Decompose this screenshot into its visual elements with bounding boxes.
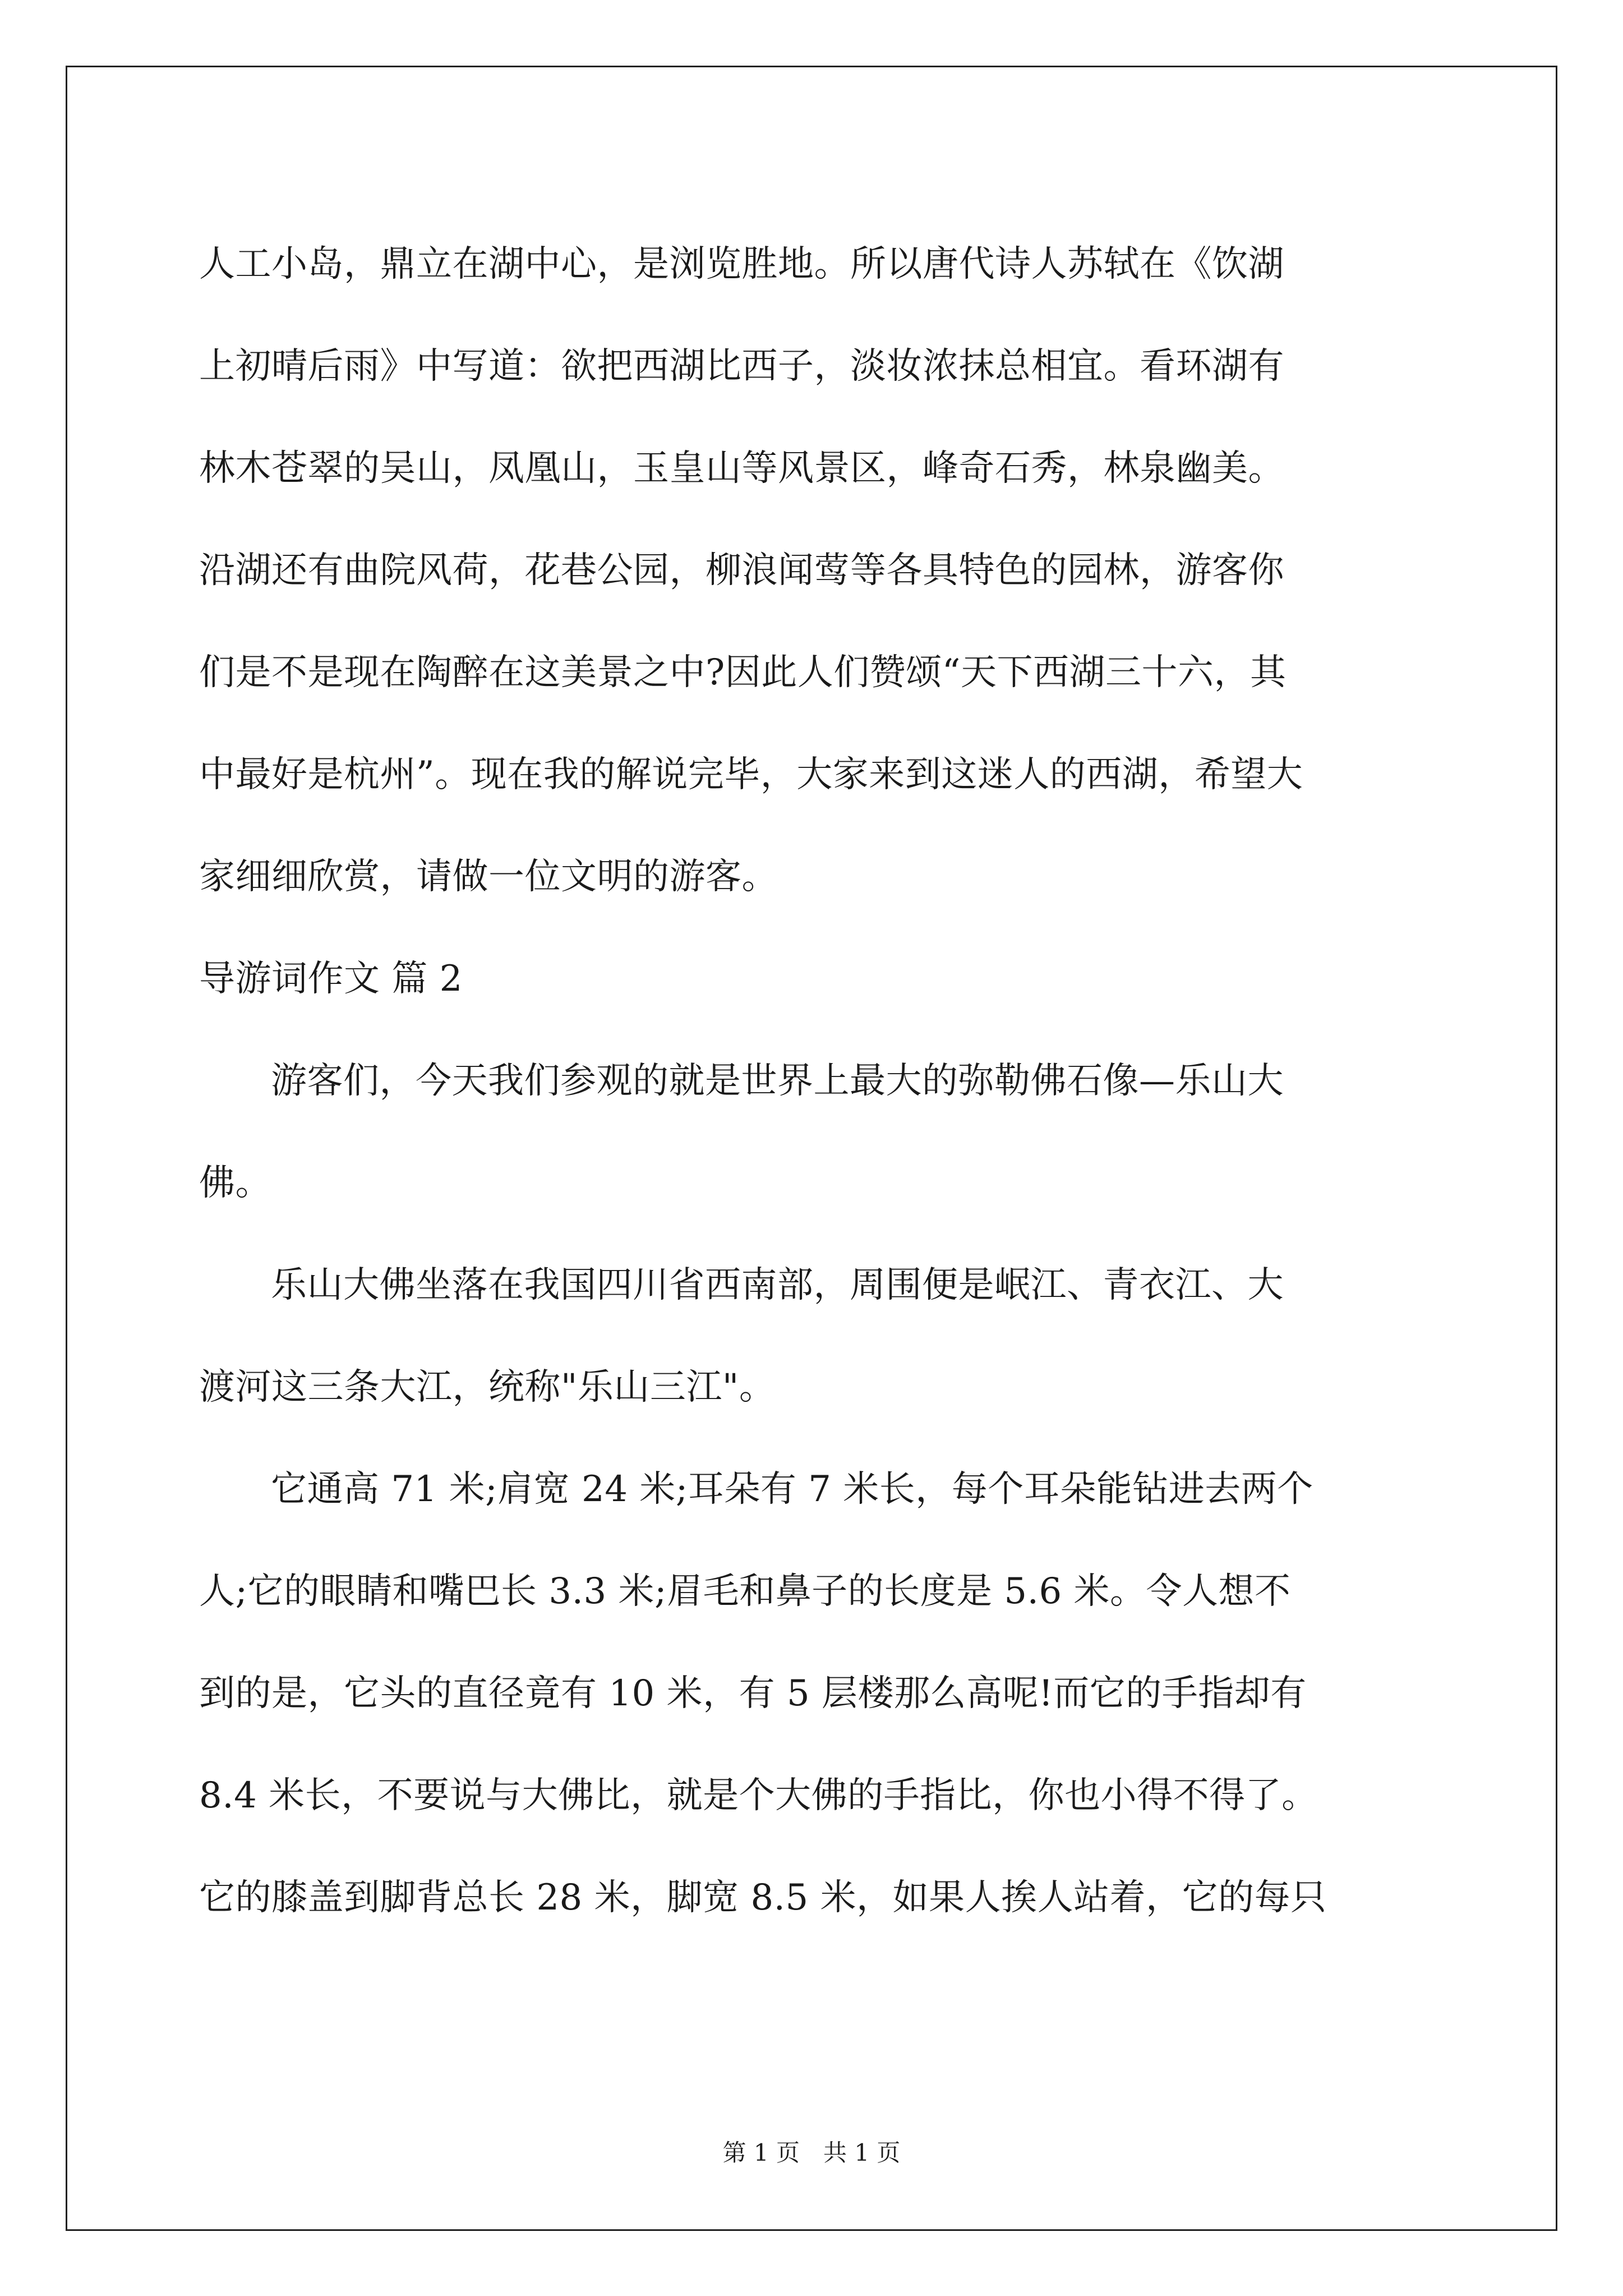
- text-line: 它的膝盖到脚背总长 28 米，脚宽 8.5 米，如果人挨人站着，它的每只: [199, 1877, 1327, 1918]
- document-body: [199, 213, 1424, 1949]
- text-line: 人;它的眼睛和嘴巴长 3.3 米;眉毛和鼻子的长度是 5.6 米。令人想不: [199, 1571, 1291, 1612]
- page-footer: 第 1 页 共 1 页: [722, 2139, 901, 2166]
- paragraph-start-line: 游客们，今天我们参观的就是世界上最大的弥勒佛石像—乐山大: [271, 1060, 1284, 1102]
- text-line: 林木苍翠的吴山，凤凰山，玉皇山等风景区，峰奇石秀，林泉幽美。: [199, 448, 1284, 489]
- text-line: 上初晴后雨》中写道：欲把西湖比西子，淡妆浓抹总相宜。看环湖有: [199, 346, 1284, 387]
- paragraph-start-line: 乐山大佛坐落在我国四川省西南部，周围便是岷江、青衣江、大: [271, 1264, 1284, 1306]
- paragraph-start-line: 它通高 71 米;肩宽 24 米;耳朵有 7 米长，每个耳朵能钻进去两个: [271, 1469, 1313, 1510]
- text-line: 家细细欣赏，请做一位文明的游客。: [199, 856, 778, 898]
- section-heading: 导游词作文 篇 2: [199, 958, 463, 1000]
- text-line: 人工小岛，鼎立在湖中心，是浏览胜地。所以唐代诗人苏轼在《饮湖: [199, 243, 1284, 285]
- text-line: 中最好是杭州”。现在我的解说完毕，大家来到这迷人的西湖，希望大: [199, 754, 1303, 795]
- text-line: 到的是，它头的直径竟有 10 米，有 5 层楼那么高呢!而它的手指却有: [199, 1673, 1307, 1714]
- text-line: 8.4 米长，不要说与大佛比，就是个大佛的手指比，你也小得不得了。: [199, 1775, 1318, 1816]
- text-line: 渡河这三条大江，统称"乐山三江"。: [199, 1366, 776, 1408]
- text-line: 们是不是现在陶醉在这美景之中?因此人们赞颂“天下西湖三十六，其: [199, 652, 1287, 693]
- text-line: 佛。: [199, 1162, 271, 1204]
- text-line: 沿湖还有曲院风荷，花巷公园，柳浪闻莺等各具特色的园林，游客你: [199, 550, 1284, 591]
